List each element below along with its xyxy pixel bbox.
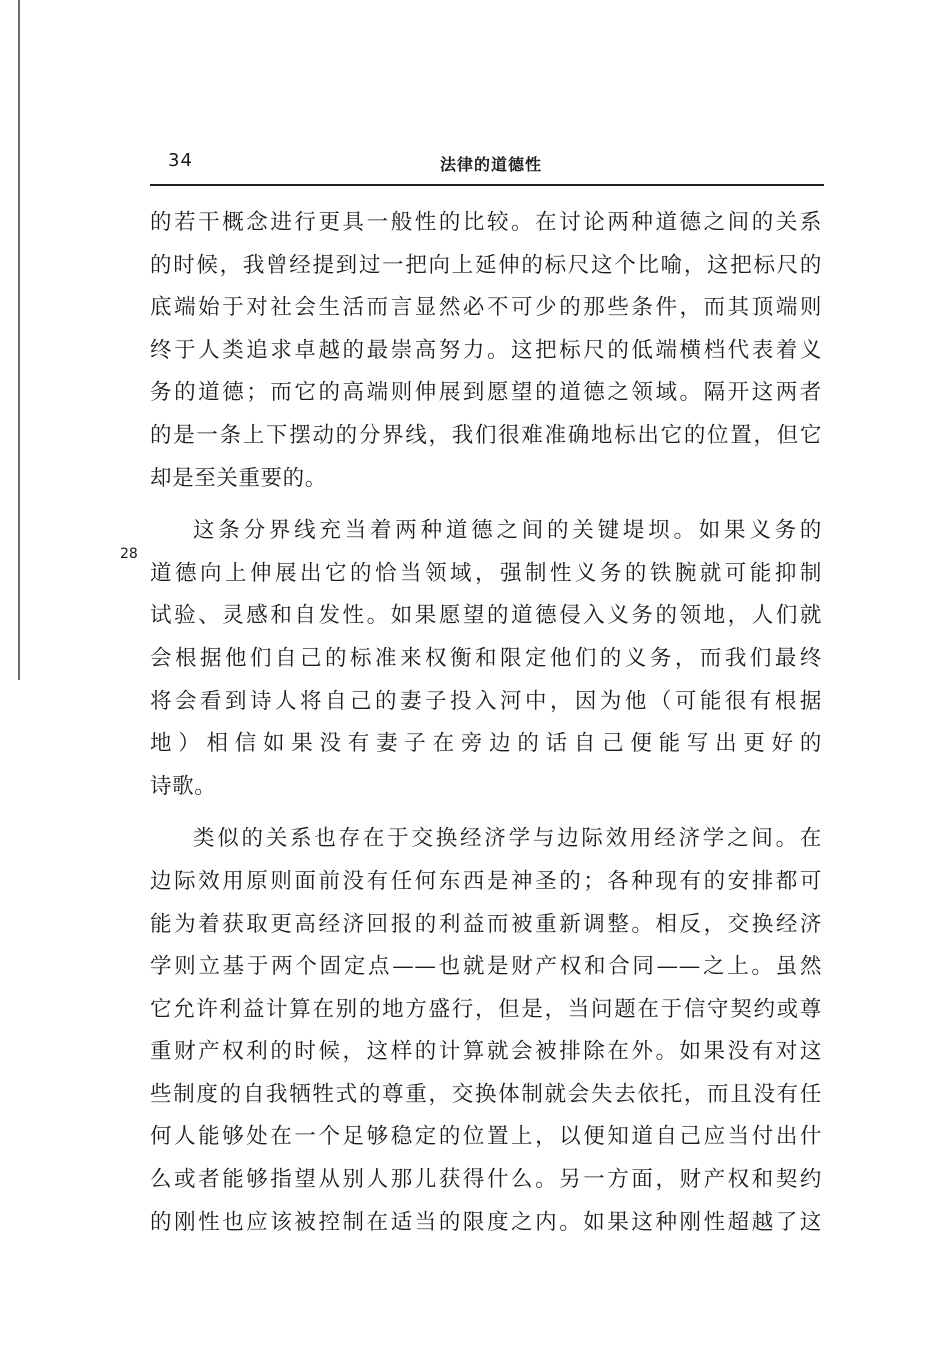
text-line: 的是一条上下摆动的分界线，我们很难准确地标出它的位置，但它 [150, 422, 822, 448]
text-line: 却是至关重要的。 [150, 465, 327, 491]
margin-page-reference: 28 [120, 546, 138, 562]
text-line: 学则立基于两个固定点——也就是财产权和合同——之上。虽然 [150, 954, 822, 980]
text-line: 道德向上伸展出它的恰当领域，强制性义务的铁腕就可能抑制 [150, 560, 822, 586]
paragraph-2 [150, 510, 822, 808]
paragraph-3 [150, 818, 822, 1244]
text-line: 何人能够处在一个足够稳定的位置上，以便知道自己应当付出什 [150, 1124, 822, 1150]
paragraph-1 [150, 202, 822, 500]
text-line: 试验、灵感和自发性。如果愿望的道德侵入义务的领地，人们就 [150, 603, 822, 629]
text-line: 的若干概念进行更具一般性的比较。在讨论两种道德之间的关系 [150, 210, 822, 235]
body-text [150, 202, 822, 1244]
text-line: 的刚性也应该被控制在适当的限度之内。如果这种刚性超越了这 [150, 1209, 822, 1235]
text-line: 务的道德；而它的高端则伸展到愿望的道德之领域。隔开这两者 [150, 380, 822, 406]
binding-edge-line [18, 0, 20, 680]
text-line: 底端始于对社会生活而言显然必不可少的那些条件，而其顶端则 [150, 295, 822, 321]
text-line: 会根据他们自己的标准来权衡和限定他们的义务，而我们最终 [150, 645, 822, 671]
text-line: 边际效用原则面前没有任何东西是神圣的；各种现有的安排都可 [150, 868, 822, 894]
text-line: 么或者能够指望从别人那儿获得什么。另一方面，财产权和契约 [150, 1167, 822, 1193]
text-line: 它允许利益计算在别的地方盛行，但是，当问题在于信守契约或尊 [150, 996, 822, 1022]
text-line: 能为着获取更高经济回报的利益而被重新调整。相反，交换经济 [150, 911, 822, 937]
running-title: 法律的道德性 [440, 155, 543, 174]
text-line: 类似的关系也存在于交换经济学与边际效用经济学之间。在 [193, 826, 822, 852]
text-line: 这条分界线充当着两种道德之间的关键堤坝。如果义务的 [193, 518, 822, 544]
text-line: 诗歌。 [150, 773, 217, 799]
text-line: 些制度的自我牺牲式的尊重，交换体制就会失去依托，而且没有任 [150, 1081, 822, 1107]
text-line: 的时候，我曾经提到过一把向上延伸的标尺这个比喻，这把标尺的 [150, 252, 822, 278]
page-number: 34 [168, 150, 193, 171]
text-line: 终于人类追求卓越的最崇高努力。这把标尺的低端横档代表着义 [150, 337, 822, 363]
header-rule [150, 184, 824, 186]
text-line: 将会看到诗人将自己的妻子投入河中，因为他（可能很有根据 [150, 688, 822, 714]
text-line: 地）相信如果没有妻子在旁边的话自己便能写出更好的 [150, 731, 822, 757]
text-line: 重财产权利的时候，这样的计算就会被排除在外。如果没有对这 [150, 1039, 822, 1065]
